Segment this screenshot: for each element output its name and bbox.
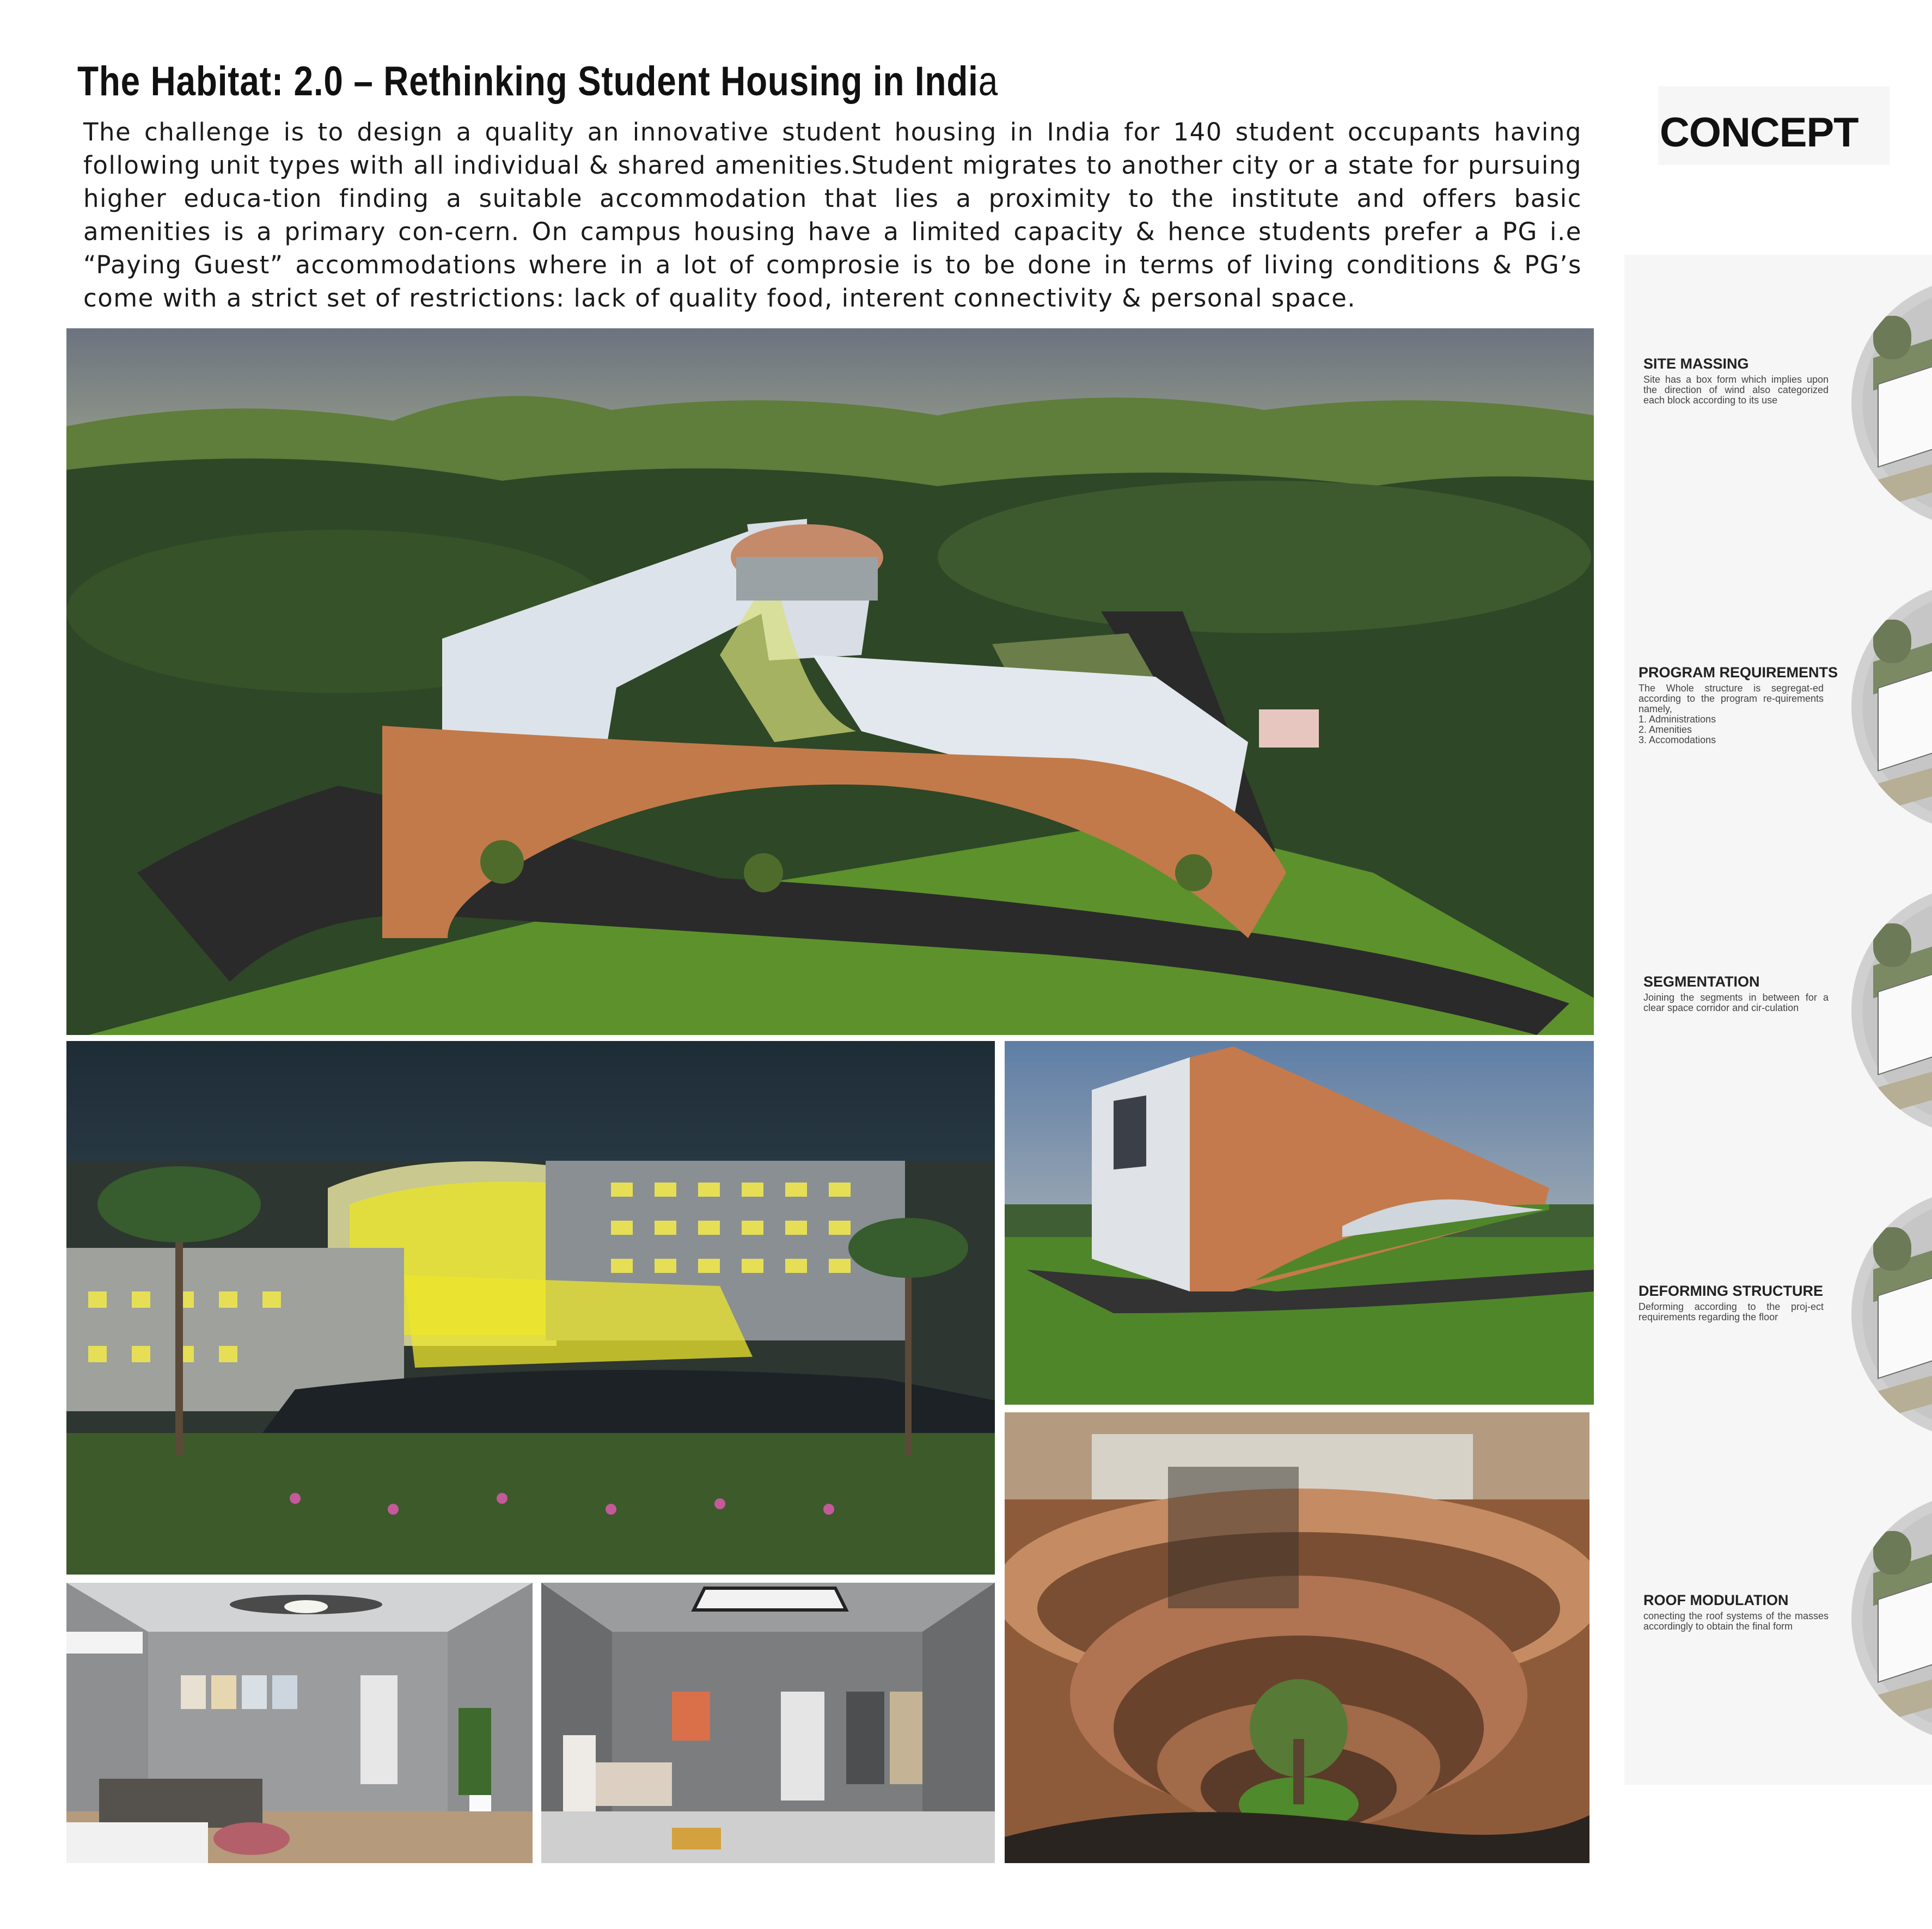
concept-step-site-massing <box>1643 356 1829 406</box>
step-text: Joining the segments in between for a clear space corridor and cir-culation <box>1643 992 1829 1013</box>
step-list-item: 1. Administrations <box>1638 714 1716 725</box>
concept-step-deforming-structure <box>1638 1283 1824 1322</box>
brick-wall-render-image <box>1005 1041 1594 1405</box>
step-text: conecting the roof systems of the masses accordingly to obtain the final form <box>1643 1610 1829 1632</box>
title-tail: a <box>978 58 999 105</box>
concept-step-segmentation <box>1643 973 1829 1013</box>
step-title: SITE MASSING <box>1643 356 1749 372</box>
step-title: PROGRAM REQUIREMENTS <box>1638 664 1838 681</box>
title-main: The Habitat: 2.0 – Rethinking Student Housing in Indi <box>77 58 979 105</box>
concept-step-roof-modulation <box>1643 1592 1829 1632</box>
night-render-image <box>66 1041 995 1575</box>
bedroom-render-image-2 <box>541 1583 995 1863</box>
step-list-item: 2. Amenities <box>1638 724 1692 735</box>
step-list-item: 3. Accomodations <box>1638 734 1716 745</box>
step-title: SEGMENTATION <box>1643 973 1760 990</box>
step-title: DEFORMING STRUCTURE <box>1638 1283 1823 1299</box>
step-text: The Whole structure is segregat-ed according to the program re-quirements namely, <box>1638 683 1824 714</box>
page-title <box>77 58 998 105</box>
concept-title: CONCEPT <box>1660 109 1858 156</box>
step-title: ROOF MODULATION <box>1643 1592 1789 1608</box>
concept-step-program-requirements <box>1638 664 1838 745</box>
step-text: Site has a box form which implies upon the direction of wind also categorized each block according to its use <box>1643 374 1829 406</box>
aerial-render-image <box>66 328 1594 1035</box>
bedroom-render-image-1 <box>66 1583 533 1863</box>
atrium-render-image <box>1005 1412 1589 1863</box>
step-text: Deforming according to the proj-ect requirements regarding the floor <box>1638 1301 1824 1322</box>
intro-paragraph: The challenge is to design a quality an innovative student housing in India for 140 student occupants having following unit types with all individual & shared amenities.Student migrates to another city or a state for pursuing higher educa-tion finding a suitable accommodation that lies a proximity to the institute and offers basic amenities is a primary con-cern. On campus housing have a limited capacity & hence students prefer a PG i.e “Paying Guest” accommodations where in a lot of comprosie is to be done in terms of living conditions & PG’s come with a strict set of restrictions: lack of quality food, interent connectivity & personal space. <box>83 118 1582 313</box>
